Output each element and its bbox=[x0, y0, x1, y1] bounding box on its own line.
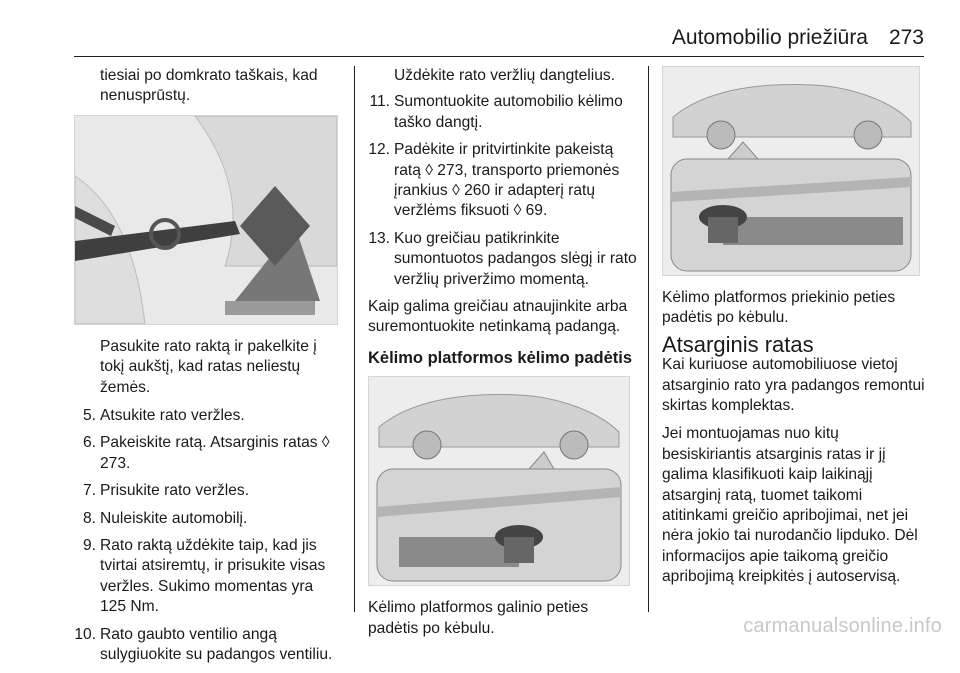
step-item: 10. Rato gaubto ventilio angą sulygiuokite su padangos ventiliu. bbox=[74, 625, 333, 664]
rear-lift-drawing bbox=[369, 377, 629, 585]
step-item: 7. Prisukite rato veržles. bbox=[82, 482, 250, 500]
watermark: carmanualsonline.info bbox=[743, 615, 942, 637]
front-lift-drawing bbox=[663, 67, 919, 275]
step-item: 9. Rato raktą uždėkite taip, kad jis tvirtai atsiremtų, ir prisukite visas veržles. Sukimo momentas yra 125 Nm. bbox=[82, 537, 326, 616]
jack-drawing bbox=[75, 116, 337, 324]
left-column bbox=[74, 66, 342, 673]
step-item: 6. Pakeiskite ratą. Atsarginis ratas ◊ 273. bbox=[82, 434, 330, 472]
rear-lift-caption: Kėlimo platformos galinio peties padėtis po kėbulu. bbox=[368, 599, 589, 637]
middle-intro: Uždėkite rato veržlių dangtelius. bbox=[394, 67, 616, 84]
header-rule bbox=[74, 56, 924, 57]
lift-heading: Kėlimo platformos kėlimo padėtis bbox=[368, 348, 633, 367]
left-steps bbox=[74, 406, 342, 665]
middle-column bbox=[368, 66, 638, 639]
middle-paragraph: Kaip galima greičiau atnaujinkite arba suremontuokite netinkamą padangą. bbox=[368, 298, 628, 336]
spare-wheel-para-2: Jei montuojamas nuo kitų besiskiriantis atsarginis ratas ir jį galima klasifikuoti kaip laikinąjį atsarginį ratą, tuomet taikomi atitinkami greičio apribojimai, net jei nėra jokio tai nurodančio lipduko. Dėl informacijos apie taikomą greičio apribojimą kreipkitės į autoservisą. bbox=[662, 425, 918, 586]
column-divider-2 bbox=[648, 66, 649, 612]
rear-lift-illustration bbox=[368, 376, 630, 586]
left-intro: tiesiai po domkrato taškais, kad nenusprūstų. bbox=[100, 67, 318, 105]
step-item: 5. Atsukite rato veržles. bbox=[82, 407, 245, 425]
column-divider-1 bbox=[354, 66, 355, 612]
jack-illustration bbox=[74, 115, 338, 325]
step-item: 12. Padėkite ir pritvirtinkite pakeistą ratą ◊ 273, transporto priemonės įrankius ◊ 260 ir adapterį ratų veržlėms fiksuoti ◊ 69. bbox=[368, 141, 620, 220]
front-lift-caption: Kėlimo platformos priekinio peties padėtis po kėbulu. bbox=[662, 289, 896, 327]
page-number: 273 bbox=[888, 26, 924, 49]
middle-steps bbox=[368, 92, 638, 290]
section-title: Automobilio priežiūra bbox=[671, 26, 868, 49]
step-item: 13. Kuo greičiau patikrinkite sumontuotos padangos slėgį ir rato veržlių priveržimo momentą. bbox=[368, 229, 637, 288]
spare-wheel-heading: Atsarginis ratas bbox=[662, 331, 814, 357]
spare-wheel-para-1: Kai kuriuose automobiliuose vietoj atsarginio rato yra padangos remontui skirtas komplektas. bbox=[662, 356, 925, 415]
step-item: 8. Nuleiskite automobilį. bbox=[82, 509, 248, 527]
front-lift-illustration bbox=[662, 66, 920, 276]
step-item: 11. Sumontuokite automobilio kėlimo taško dangtį. bbox=[369, 93, 623, 131]
left-caption: Pasukite rato raktą ir pakelkite į tokį aukštį, kad ratas neliestų žemės. bbox=[100, 337, 317, 396]
right-column bbox=[662, 66, 932, 588]
